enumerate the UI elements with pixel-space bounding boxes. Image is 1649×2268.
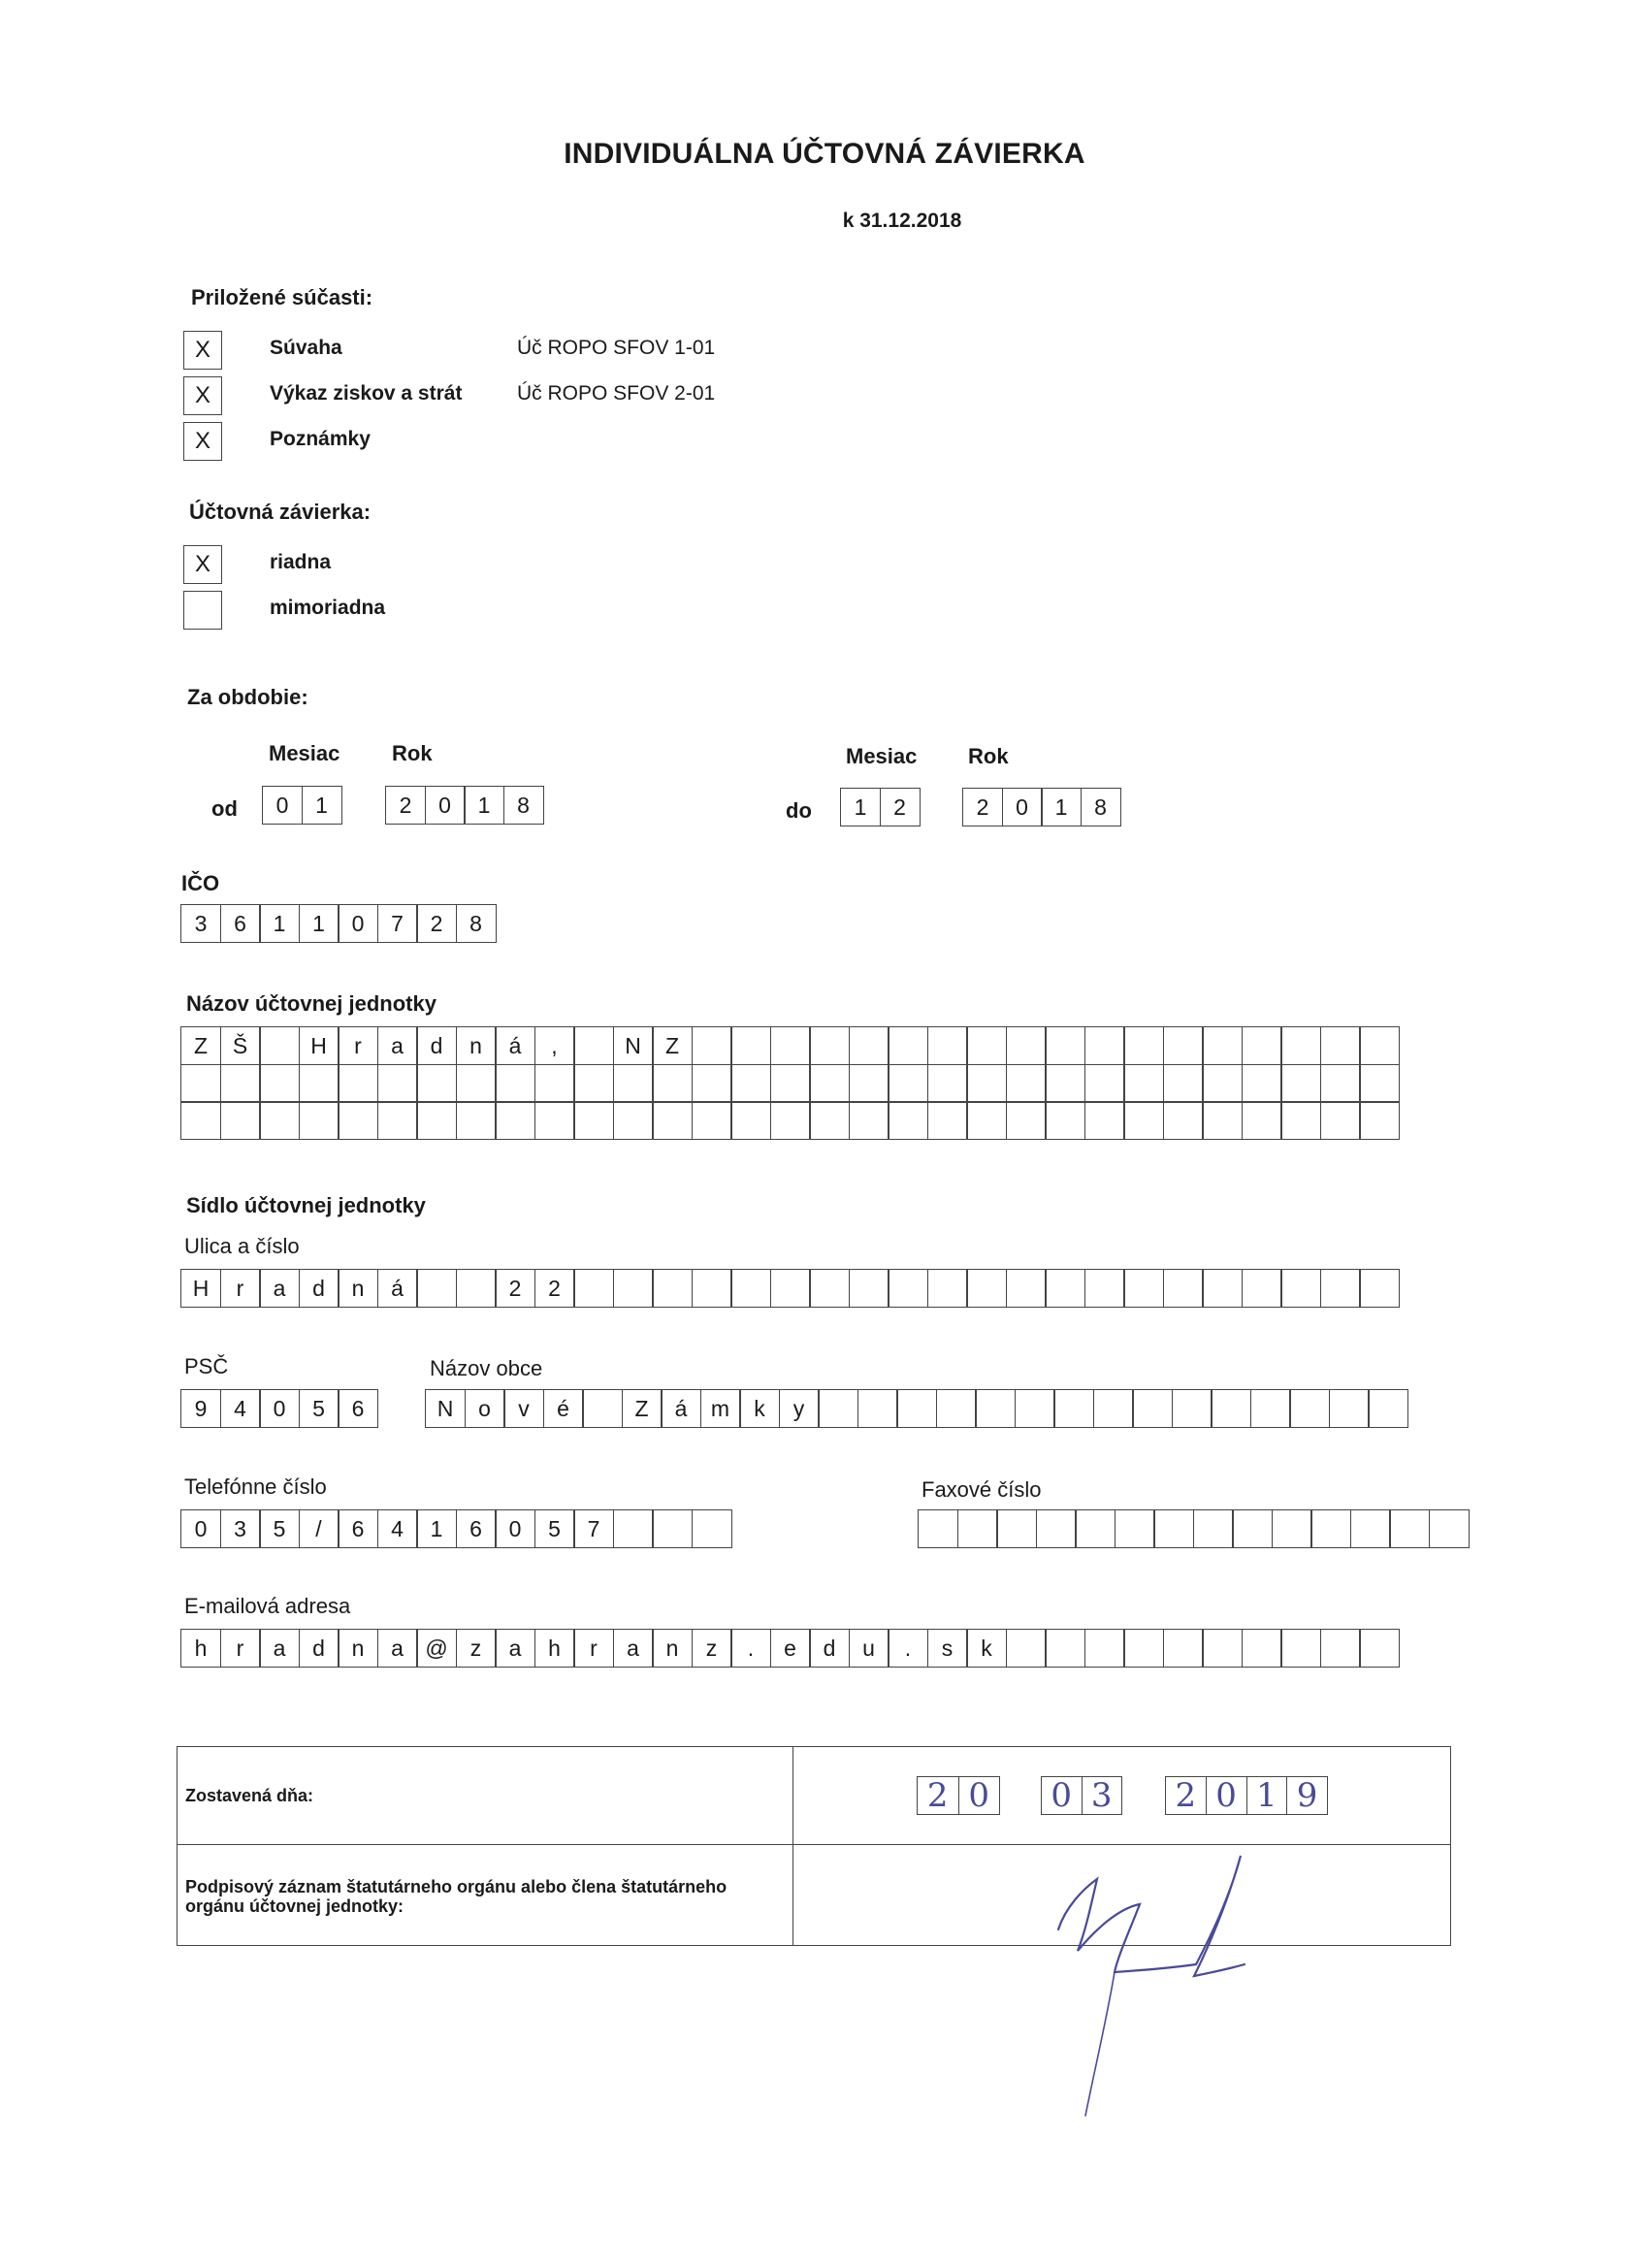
component-label: Poznámky: [270, 428, 371, 450]
compiled-day-digit: 0: [958, 1777, 1000, 1814]
char-box[interactable]: [1093, 1389, 1134, 1428]
char-box[interactable]: [613, 1509, 654, 1548]
street-boxes: [180, 1269, 1400, 1308]
document-title: INDIVIDUÁLNA ÚČTOVNÁ ZÁVIERKA: [564, 138, 1085, 170]
char-box[interactable]: [1280, 1064, 1321, 1103]
signature-table-column-divider: [792, 1747, 793, 1945]
to-month-label: Mesiac: [846, 744, 918, 768]
char-box[interactable]: [1242, 1269, 1282, 1308]
char-box[interactable]: [927, 1026, 968, 1065]
char-box[interactable]: 9: [180, 1389, 221, 1428]
char-box[interactable]: [259, 1064, 300, 1103]
statement-date: k 31.12.2018: [842, 210, 962, 232]
char-box[interactable]: 5: [299, 1389, 340, 1428]
char-box[interactable]: [259, 1101, 300, 1140]
char-box[interactable]: [888, 1269, 928, 1308]
char-box[interactable]: [730, 1064, 771, 1103]
char-box[interactable]: u: [849, 1629, 889, 1668]
char-box[interactable]: [966, 1101, 1007, 1140]
char-box[interactable]: [613, 1064, 654, 1103]
char-box[interactable]: [1429, 1509, 1470, 1548]
street-label: Ulica a číslo: [184, 1234, 300, 1258]
char-box[interactable]: [1350, 1509, 1391, 1548]
char-box[interactable]: [652, 1269, 693, 1308]
char-box[interactable]: 6: [338, 1389, 378, 1428]
char-box[interactable]: Š: [220, 1026, 261, 1065]
char-box[interactable]: n: [456, 1026, 497, 1065]
char-box[interactable]: a: [495, 1629, 535, 1668]
char-box[interactable]: z: [692, 1629, 732, 1668]
char-box[interactable]: [573, 1064, 614, 1103]
char-box[interactable]: [180, 1064, 221, 1103]
char-box[interactable]: [1280, 1269, 1321, 1308]
char-box[interactable]: [927, 1064, 968, 1103]
email-label: E-mailová adresa: [184, 1594, 351, 1618]
char-box[interactable]: [1289, 1389, 1330, 1428]
fax-label: Faxové číslo: [922, 1477, 1042, 1502]
char-box[interactable]: [1389, 1509, 1430, 1548]
char-box[interactable]: [1202, 1101, 1243, 1140]
char-box[interactable]: 0: [259, 1389, 300, 1428]
char-box[interactable]: [975, 1389, 1016, 1428]
char-box[interactable]: h: [534, 1629, 575, 1668]
char-box[interactable]: H: [299, 1026, 340, 1065]
char-box[interactable]: k: [966, 1629, 1007, 1668]
char-box[interactable]: [809, 1064, 850, 1103]
char-box[interactable]: [1006, 1101, 1047, 1140]
char-box[interactable]: á: [661, 1389, 701, 1428]
components-heading: Priložené súčasti:: [191, 285, 373, 309]
char-box[interactable]: [1272, 1509, 1312, 1548]
char-box[interactable]: [1242, 1064, 1282, 1103]
char-box[interactable]: 0: [425, 786, 466, 825]
char-box[interactable]: [299, 1101, 340, 1140]
char-box[interactable]: z: [456, 1629, 497, 1668]
char-box[interactable]: [1045, 1026, 1085, 1065]
char-box[interactable]: [1368, 1389, 1408, 1428]
char-box[interactable]: 5: [534, 1509, 575, 1548]
compiled-year-digit: 2: [1175, 1776, 1197, 1815]
char-box[interactable]: [1084, 1629, 1125, 1668]
char-box[interactable]: [573, 1026, 614, 1065]
char-box[interactable]: [652, 1064, 693, 1103]
char-box[interactable]: [770, 1026, 811, 1065]
char-box[interactable]: 2: [416, 904, 457, 943]
signature-table: [177, 1746, 1451, 1946]
to-year-label: Rok: [968, 744, 1009, 768]
char-box[interactable]: 2: [385, 786, 426, 825]
statement-type-label: mimoriadna: [270, 597, 386, 619]
char-box[interactable]: a: [613, 1629, 654, 1668]
char-box[interactable]: H: [180, 1269, 221, 1308]
to-year-boxes: [962, 788, 1121, 826]
char-box[interactable]: [888, 1026, 928, 1065]
char-box[interactable]: 1: [259, 904, 300, 943]
char-box[interactable]: [1359, 1101, 1400, 1140]
component-label: Súvaha: [270, 337, 342, 359]
compiled-month-digit: 3: [1082, 1777, 1122, 1814]
char-box[interactable]: 7: [377, 904, 418, 943]
char-box[interactable]: [1045, 1101, 1085, 1140]
compiled-year-boxes: [1165, 1776, 1328, 1815]
psc-boxes: [180, 1389, 378, 1428]
fax-boxes: [918, 1509, 1470, 1548]
char-box[interactable]: [1123, 1269, 1164, 1308]
to-label: do: [786, 798, 812, 823]
char-box[interactable]: [652, 1509, 693, 1548]
char-box[interactable]: .: [730, 1629, 771, 1668]
from-month-label: Mesiac: [269, 741, 340, 765]
char-box[interactable]: [416, 1269, 457, 1308]
char-box[interactable]: [456, 1269, 497, 1308]
char-box[interactable]: [849, 1269, 889, 1308]
char-box[interactable]: [1132, 1389, 1173, 1428]
char-box[interactable]: [1163, 1064, 1204, 1103]
char-box[interactable]: [770, 1064, 811, 1103]
char-box[interactable]: [849, 1026, 889, 1065]
handwritten-signature: [1051, 1854, 1458, 2145]
char-box[interactable]: e: [770, 1629, 811, 1668]
char-box[interactable]: 0: [338, 904, 378, 943]
char-box[interactable]: [809, 1026, 850, 1065]
char-box[interactable]: [692, 1269, 732, 1308]
char-box[interactable]: n: [338, 1629, 378, 1668]
from-month-boxes: [262, 786, 342, 825]
signature-label: Podpisový záznam štatutárneho orgánu alebo člena štatutárneho orgánu účtovnej jednotky:: [185, 1877, 728, 1916]
char-box[interactable]: [495, 1101, 535, 1140]
char-box[interactable]: 1: [299, 904, 340, 943]
char-box[interactable]: [692, 1101, 732, 1140]
compiled-date-label: Zostavená dňa:: [185, 1786, 314, 1805]
char-box[interactable]: [338, 1064, 378, 1103]
char-box[interactable]: 4: [220, 1389, 261, 1428]
char-box[interactable]: Z: [622, 1389, 663, 1428]
component-form-code: Úč ROPO SFOV 2-01: [517, 382, 716, 405]
char-box[interactable]: [1036, 1509, 1077, 1548]
char-box[interactable]: [1123, 1064, 1164, 1103]
char-box[interactable]: [1084, 1026, 1125, 1065]
compiled-month-digit: 0: [1051, 1776, 1073, 1815]
compiled-day-digit: 2: [926, 1776, 949, 1815]
char-box[interactable]: [1202, 1269, 1243, 1308]
char-box[interactable]: [888, 1064, 928, 1103]
char-box[interactable]: á: [377, 1269, 418, 1308]
char-box[interactable]: [1163, 1269, 1204, 1308]
char-box[interactable]: [613, 1101, 654, 1140]
char-box[interactable]: n: [338, 1269, 378, 1308]
town-label: Názov obce: [430, 1356, 543, 1380]
char-box[interactable]: [1084, 1101, 1125, 1140]
unit-name-row-1: [180, 1026, 1400, 1065]
char-box[interactable]: 8: [1081, 788, 1121, 826]
char-box[interactable]: [416, 1101, 457, 1140]
char-box[interactable]: [1045, 1269, 1085, 1308]
char-box[interactable]: 0: [262, 786, 303, 825]
signature-table-divider: [178, 1844, 1450, 1845]
char-box[interactable]: a: [377, 1629, 418, 1668]
char-box[interactable]: [1242, 1101, 1282, 1140]
statement-type-checkbox[interactable]: [183, 591, 222, 630]
char-box[interactable]: 2: [534, 1269, 575, 1308]
unit-name-label: Názov účtovnej jednotky: [186, 991, 436, 1016]
char-box[interactable]: 6: [456, 1509, 497, 1548]
char-box[interactable]: d: [299, 1269, 340, 1308]
char-box[interactable]: [573, 1101, 614, 1140]
char-box[interactable]: /: [299, 1509, 340, 1548]
char-box[interactable]: 8: [456, 904, 497, 943]
char-box[interactable]: N: [613, 1026, 654, 1065]
char-box[interactable]: .: [888, 1629, 928, 1668]
ico-label: IČO: [181, 871, 220, 895]
char-box[interactable]: r: [338, 1026, 378, 1065]
char-box[interactable]: [1359, 1629, 1400, 1668]
statement-type-checkbox[interactable]: X: [183, 545, 222, 584]
char-box[interactable]: d: [809, 1629, 850, 1668]
phone-label: Telefónne číslo: [184, 1474, 327, 1499]
char-box[interactable]: [730, 1101, 771, 1140]
char-box[interactable]: [1172, 1389, 1212, 1428]
char-box[interactable]: [1320, 1101, 1361, 1140]
char-box[interactable]: á: [495, 1026, 535, 1065]
char-box[interactable]: [1359, 1026, 1400, 1065]
compiled-day-boxes: [917, 1776, 1000, 1815]
char-box[interactable]: é: [543, 1389, 584, 1428]
char-box[interactable]: r: [220, 1629, 261, 1668]
char-box[interactable]: [818, 1389, 858, 1428]
char-box[interactable]: Z: [652, 1026, 693, 1065]
char-box[interactable]: [220, 1101, 261, 1140]
char-box[interactable]: a: [259, 1269, 300, 1308]
char-box[interactable]: [1123, 1629, 1164, 1668]
char-box[interactable]: 0: [180, 1509, 221, 1548]
char-box[interactable]: k: [739, 1389, 780, 1428]
char-box[interactable]: [1006, 1064, 1047, 1103]
char-box[interactable]: [770, 1101, 811, 1140]
char-box[interactable]: [299, 1064, 340, 1103]
char-box[interactable]: 7: [573, 1509, 614, 1548]
char-box[interactable]: [1163, 1026, 1204, 1065]
char-box[interactable]: s: [927, 1629, 968, 1668]
char-box[interactable]: [849, 1101, 889, 1140]
char-box[interactable]: [888, 1101, 928, 1140]
compiled-year-digit: 9: [1286, 1777, 1327, 1814]
char-box[interactable]: ,: [534, 1026, 575, 1065]
town-boxes: [425, 1389, 1408, 1428]
char-box[interactable]: [1320, 1026, 1361, 1065]
statement-type-heading: Účtovná závierka:: [189, 500, 372, 524]
char-box[interactable]: [1280, 1101, 1321, 1140]
component-label: Výkaz ziskov a strát: [270, 382, 463, 405]
char-box[interactable]: [857, 1389, 898, 1428]
char-box[interactable]: [957, 1509, 998, 1548]
char-box[interactable]: [1202, 1629, 1243, 1668]
char-box[interactable]: [220, 1064, 261, 1103]
char-box[interactable]: [1163, 1101, 1204, 1140]
compiled-year-digit: 0: [1206, 1777, 1246, 1814]
char-box[interactable]: [1359, 1064, 1400, 1103]
unit-name-grid: [180, 1026, 1400, 1140]
component-form-code: Úč ROPO SFOV 1-01: [517, 337, 716, 359]
char-box[interactable]: 6: [338, 1509, 378, 1548]
psc-label: PSČ: [184, 1354, 229, 1378]
char-box[interactable]: d: [416, 1026, 457, 1065]
char-box[interactable]: [927, 1101, 968, 1140]
char-box[interactable]: [1320, 1629, 1361, 1668]
char-box[interactable]: [1045, 1064, 1085, 1103]
char-box[interactable]: [1202, 1026, 1243, 1065]
unit-name-row-3: [180, 1101, 1400, 1140]
char-box[interactable]: [1280, 1629, 1321, 1668]
char-box[interactable]: [534, 1101, 575, 1140]
unit-name-row-2: [180, 1064, 1400, 1103]
char-box[interactable]: [338, 1101, 378, 1140]
compiled-month-boxes: [1041, 1776, 1122, 1815]
char-box[interactable]: [692, 1026, 732, 1065]
char-box[interactable]: [1211, 1389, 1251, 1428]
char-box[interactable]: [1242, 1026, 1282, 1065]
char-box[interactable]: y: [779, 1389, 820, 1428]
component-checkbox[interactable]: X: [183, 422, 222, 461]
char-box[interactable]: [996, 1509, 1037, 1548]
char-box[interactable]: 3: [180, 904, 221, 943]
char-box[interactable]: 1: [416, 1509, 457, 1548]
char-box[interactable]: [495, 1064, 535, 1103]
char-box[interactable]: [1310, 1509, 1351, 1548]
char-box[interactable]: 1: [1041, 788, 1082, 826]
char-box[interactable]: a: [259, 1629, 300, 1668]
char-box[interactable]: [573, 1269, 614, 1308]
char-box[interactable]: 8: [503, 786, 544, 825]
char-box[interactable]: [936, 1389, 977, 1428]
char-box[interactable]: [1053, 1389, 1094, 1428]
char-box[interactable]: n: [652, 1629, 693, 1668]
char-box[interactable]: [1320, 1269, 1361, 1308]
char-box[interactable]: 5: [259, 1509, 300, 1548]
char-box[interactable]: [456, 1064, 497, 1103]
char-box[interactable]: [1084, 1064, 1125, 1103]
char-box[interactable]: [966, 1269, 1007, 1308]
char-box[interactable]: [1163, 1629, 1204, 1668]
char-box[interactable]: [966, 1064, 1007, 1103]
char-box[interactable]: 2: [962, 788, 1003, 826]
ico-boxes: [180, 904, 497, 943]
period-heading: Za obdobie:: [187, 685, 308, 709]
char-box[interactable]: [1250, 1389, 1291, 1428]
char-box[interactable]: Z: [180, 1026, 221, 1065]
char-box[interactable]: [1075, 1509, 1116, 1548]
component-checkbox[interactable]: X: [183, 376, 222, 415]
char-box[interactable]: r: [573, 1629, 614, 1668]
from-year-boxes: [385, 786, 544, 825]
seat-heading: Sídlo účtovnej jednotky: [186, 1193, 426, 1217]
char-box[interactable]: d: [299, 1629, 340, 1668]
char-box[interactable]: h: [180, 1629, 221, 1668]
char-box[interactable]: [809, 1101, 850, 1140]
phone-boxes: [180, 1509, 732, 1548]
char-box[interactable]: [1045, 1629, 1085, 1668]
char-box[interactable]: [259, 1026, 300, 1065]
char-box[interactable]: [927, 1269, 968, 1308]
char-box[interactable]: [1006, 1629, 1047, 1668]
char-box[interactable]: v: [503, 1389, 544, 1428]
char-box[interactable]: 0: [495, 1509, 535, 1548]
email-boxes: [180, 1629, 1400, 1668]
char-box[interactable]: [613, 1269, 654, 1308]
char-box[interactable]: [1280, 1026, 1321, 1065]
char-box[interactable]: [918, 1509, 958, 1548]
char-box[interactable]: 4: [377, 1509, 418, 1548]
char-box[interactable]: [966, 1026, 1007, 1065]
char-box[interactable]: a: [377, 1026, 418, 1065]
char-box[interactable]: [1006, 1026, 1047, 1065]
char-box[interactable]: 2: [495, 1269, 535, 1308]
char-box[interactable]: [849, 1064, 889, 1103]
char-box[interactable]: [1193, 1509, 1234, 1548]
statement-type-label: riadna: [270, 551, 332, 573]
char-box[interactable]: [692, 1509, 732, 1548]
char-box[interactable]: m: [700, 1389, 741, 1428]
char-box[interactable]: [652, 1101, 693, 1140]
char-box[interactable]: [896, 1389, 937, 1428]
char-box[interactable]: [1242, 1629, 1282, 1668]
char-box[interactable]: 6: [220, 904, 261, 943]
char-box[interactable]: [1115, 1509, 1155, 1548]
char-box[interactable]: 3: [220, 1509, 261, 1548]
char-box[interactable]: [1123, 1101, 1164, 1140]
char-box[interactable]: 0: [1002, 788, 1043, 826]
char-box[interactable]: [377, 1064, 418, 1103]
char-box[interactable]: [1015, 1389, 1055, 1428]
char-box[interactable]: [770, 1269, 811, 1308]
char-box[interactable]: [1084, 1269, 1125, 1308]
char-box[interactable]: [1320, 1064, 1361, 1103]
char-box[interactable]: N: [425, 1389, 466, 1428]
char-box[interactable]: [377, 1101, 418, 1140]
compiled-year-digit: 1: [1246, 1777, 1287, 1814]
char-box[interactable]: 1: [302, 786, 342, 825]
component-checkbox[interactable]: X: [183, 331, 222, 370]
char-box[interactable]: o: [465, 1389, 505, 1428]
char-box[interactable]: [582, 1389, 623, 1428]
char-box[interactable]: [416, 1064, 457, 1103]
char-box[interactable]: [1202, 1064, 1243, 1103]
from-year-label: Rok: [392, 741, 433, 765]
char-box[interactable]: [1123, 1026, 1164, 1065]
char-box[interactable]: [534, 1064, 575, 1103]
char-box[interactable]: [809, 1269, 850, 1308]
char-box[interactable]: [180, 1101, 221, 1140]
char-box[interactable]: [1153, 1509, 1194, 1548]
char-box[interactable]: 2: [880, 788, 921, 826]
char-box[interactable]: [1359, 1269, 1400, 1308]
char-box[interactable]: 1: [840, 788, 881, 826]
char-box[interactable]: [692, 1064, 732, 1103]
from-label: od: [211, 796, 238, 821]
char-box[interactable]: @: [416, 1629, 457, 1668]
char-box[interactable]: [456, 1101, 497, 1140]
char-box[interactable]: [730, 1269, 771, 1308]
char-box[interactable]: [730, 1026, 771, 1065]
char-box[interactable]: r: [220, 1269, 261, 1308]
char-box[interactable]: [1232, 1509, 1273, 1548]
char-box[interactable]: 1: [464, 786, 504, 825]
char-box[interactable]: [1006, 1269, 1047, 1308]
to-month-boxes: [840, 788, 921, 826]
char-box[interactable]: [1329, 1389, 1370, 1428]
